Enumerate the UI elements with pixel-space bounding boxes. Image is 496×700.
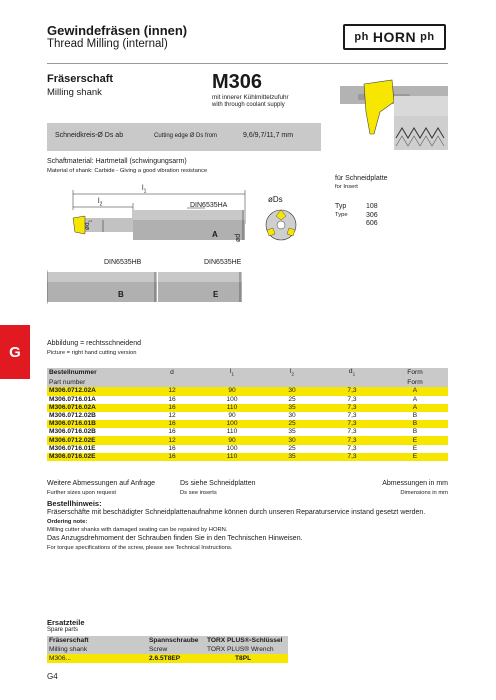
cell-l1: 90 <box>202 412 262 420</box>
note-sizes-de: Weitere Abmessungen auf Anfrage <box>47 480 156 487</box>
th-part-en: Part number <box>47 378 142 387</box>
th-d: d <box>142 368 202 378</box>
spare-wrench: T8PL <box>235 654 252 662</box>
torque-en: For torque specifications of the screw, please see Technical Instructions. <box>47 545 233 551</box>
order-text-en: Milling cutter shanks with damaged seating can be repaired by HORN. <box>47 527 228 533</box>
insert-typ-de: Typ <box>335 203 347 210</box>
spare-parts-table <box>47 636 288 663</box>
spare-screw: 2.6.5T8EP <box>149 654 181 662</box>
illustration-de: Abbildung = rechtsschneidend <box>47 340 141 347</box>
product-desc-de: mit innerer Kühlmittelzufuhr <box>212 94 289 101</box>
material-en: Material of shank: Carbide - Giving a good vibration resistance <box>47 168 208 174</box>
th-d1-text: d <box>348 368 353 375</box>
cell-l2: 35 <box>262 453 322 461</box>
cutting-edge-label-en: Cutting edge Ø Ds from <box>154 133 218 139</box>
dim-d1-sub: 1 <box>87 219 93 223</box>
spare-shank: M306... <box>49 654 71 662</box>
note-sizes-en: Further sizes upon request <box>47 490 116 496</box>
dim-l1-sub: 1 <box>143 188 147 195</box>
form-b-label: B <box>118 290 124 299</box>
horn-logo <box>343 24 446 50</box>
spare-col3-de: TORX PLUS®-Schlüssel <box>207 636 283 644</box>
drawing-form-e <box>158 266 244 306</box>
dim-l1 <box>142 185 146 194</box>
page-title-en: Thread Milling (internal) <box>47 38 168 50</box>
table-header-row <box>47 368 448 378</box>
illustration-en: Picture = right hand cutting version <box>47 350 137 356</box>
th-l1 <box>202 368 262 378</box>
cell-d1: 7,3 <box>322 387 382 395</box>
cell-form: B <box>382 428 448 436</box>
th-l2 <box>262 368 322 378</box>
th-blank-2 <box>202 378 262 387</box>
dim-d: ød <box>235 233 242 242</box>
cell-part: M306.0716.02E <box>47 453 142 461</box>
th-l2-sub: 2 <box>291 371 294 377</box>
end-view-circle <box>264 208 298 242</box>
cell-l2: 35 <box>262 428 322 436</box>
cell-l2: 30 <box>262 412 322 420</box>
insert-label-en: for Insert <box>335 184 358 190</box>
spare-header-row <box>47 636 288 645</box>
dim-d1 <box>84 220 92 230</box>
cell-form: B <box>382 412 448 420</box>
th-form-en: Form <box>382 378 448 387</box>
table-row <box>47 396 448 404</box>
dim-d1-text: ød <box>84 222 91 230</box>
order-title-en: Ordering note: <box>47 519 88 525</box>
insert-typ-en: Type <box>335 212 348 218</box>
cell-l1: 100 <box>202 420 262 428</box>
cell-d: 16 <box>142 404 202 412</box>
table-row <box>47 387 448 395</box>
page-title-de: Gewindefräsen (innen) <box>47 23 188 38</box>
dim-ds: øDs <box>268 195 283 204</box>
cell-d: 16 <box>142 428 202 436</box>
spare-col1-de: Fräserschaft <box>49 636 89 644</box>
form-e-label: E <box>213 290 219 299</box>
cell-d1: 7,3 <box>322 404 382 412</box>
dim-l2-sub: 2 <box>99 201 103 208</box>
cell-l1: 90 <box>202 387 262 395</box>
header-divider <box>47 63 448 64</box>
cell-part: M306.0716.02A <box>47 404 142 412</box>
cell-part: M306.0712.02E <box>47 436 142 444</box>
cell-d: 16 <box>142 445 202 453</box>
cell-l1: 110 <box>202 404 262 412</box>
cell-l1: 110 <box>202 453 262 461</box>
din-ha-label: DIN6535HA <box>190 202 228 209</box>
drawing-form-a <box>47 180 277 250</box>
cell-part: M306.0716.01A <box>47 396 142 404</box>
spare-header-row-en <box>47 645 288 654</box>
cell-form: E <box>382 445 448 453</box>
part-table <box>47 368 448 461</box>
logo-left: ph <box>354 31 369 43</box>
table-row <box>47 436 448 444</box>
section-tab: G <box>0 325 30 379</box>
spare-col2-de: Spannschraube <box>149 636 199 644</box>
cutting-edge-value: 9,6/9,7/11,7 mm <box>243 132 294 139</box>
table-row <box>47 420 448 428</box>
insert-type-3: 606 <box>366 220 378 227</box>
th-l1-text: l <box>230 368 232 375</box>
dim-l1-text: l <box>142 185 144 192</box>
cell-d1: 7,3 <box>322 445 382 453</box>
table-row <box>47 445 448 453</box>
dim-l2 <box>98 198 102 207</box>
th-blank-1 <box>142 378 202 387</box>
page-number: G4 <box>47 672 58 681</box>
product-code: M306 <box>212 71 263 93</box>
drawing-form-b <box>47 266 157 306</box>
th-d1 <box>322 368 382 378</box>
cell-part: M306.0716.01B <box>47 420 142 428</box>
spare-col3-en: TORX PLUS® Wrench <box>207 645 274 653</box>
th-l2-text: l <box>290 368 292 375</box>
cell-part: M306.0712.02A <box>47 387 142 395</box>
thread-milling-illustration <box>340 72 448 168</box>
product-name-en: Milling shank <box>47 87 102 98</box>
cell-l2: 25 <box>262 445 322 453</box>
cell-l2: 30 <box>262 436 322 444</box>
cell-d: 16 <box>142 453 202 461</box>
spare-row <box>47 654 288 663</box>
cell-d: 16 <box>142 420 202 428</box>
th-blank-3 <box>262 378 322 387</box>
din-he-label: DIN6535HE <box>204 259 242 266</box>
cell-d1: 7,3 <box>322 420 382 428</box>
th-form-de: Form <box>382 368 448 378</box>
table-header-row-en <box>47 378 448 387</box>
cell-d: 12 <box>142 436 202 444</box>
cell-d1: 7,3 <box>322 436 382 444</box>
cell-l2: 25 <box>262 396 322 404</box>
cell-l1: 100 <box>202 396 262 404</box>
material-de: Schaftmaterial: Hartmetall (schwingungsarm) <box>47 158 187 165</box>
note-dims-de: Abmessungen in mm <box>382 480 448 487</box>
cell-l2: 30 <box>262 387 322 395</box>
table-row <box>47 453 448 461</box>
insert-label-de: für Schneidplatte <box>335 175 388 182</box>
logo-mid: HORN <box>372 29 417 45</box>
cell-form: B <box>382 420 448 428</box>
th-part-de: Bestellnummer <box>47 368 142 378</box>
cell-d1: 7,3 <box>322 428 382 436</box>
logo-right: ph <box>420 31 435 43</box>
cell-form: A <box>382 387 448 395</box>
th-l1-sub: 1 <box>231 371 234 377</box>
th-blank-4 <box>322 378 382 387</box>
cell-d: 16 <box>142 396 202 404</box>
table-row <box>47 404 448 412</box>
cell-l1: 100 <box>202 445 262 453</box>
cutting-edge-band <box>47 123 321 151</box>
cell-l2: 35 <box>262 404 322 412</box>
cell-d: 12 <box>142 387 202 395</box>
cell-form: E <box>382 436 448 444</box>
cell-part: M306.0716.02B <box>47 428 142 436</box>
table-row <box>47 412 448 420</box>
cell-l1: 90 <box>202 436 262 444</box>
order-text-de: Fräserschäfte mit beschädigter Schneidplattenaufnahme können durch unseren Reparaturservice instand gesetzt werden. <box>47 509 426 516</box>
product-name-de: Fräserschaft <box>47 73 114 85</box>
spare-title-de: Ersatzteile <box>47 618 85 627</box>
cell-d1: 7,3 <box>322 453 382 461</box>
cell-form: A <box>382 396 448 404</box>
cell-l2: 25 <box>262 420 322 428</box>
order-title-de: Bestellhinweis: <box>47 499 102 508</box>
spare-col1-en: Milling shank <box>49 645 88 653</box>
note-inserts-en: Ds see inserts <box>180 490 217 496</box>
cell-l1: 110 <box>202 428 262 436</box>
insert-type-2: 306 <box>366 212 378 219</box>
table-row <box>47 428 448 436</box>
cell-d1: 7,3 <box>322 412 382 420</box>
cell-d: 12 <box>142 412 202 420</box>
cutting-edge-label-de: Schneidkreis-Ø Ds ab <box>55 132 124 139</box>
cell-form: A <box>382 404 448 412</box>
dim-l2-text: l <box>98 198 100 205</box>
spare-title-en: Spare parts <box>47 627 79 633</box>
note-inserts-de: Ds siehe Schneidplatten <box>180 480 256 487</box>
cell-d1: 7,3 <box>322 396 382 404</box>
spare-col2-en: Screw <box>149 645 168 653</box>
product-photo <box>340 72 448 168</box>
insert-type-1: 108 <box>366 203 378 210</box>
form-a-label: A <box>212 230 218 239</box>
cell-part: M306.0712.02B <box>47 412 142 420</box>
din-hb-label: DIN6535HB <box>104 259 142 266</box>
product-desc-en: with through coolant supply <box>212 102 285 108</box>
cell-part: M306.0716.01E <box>47 445 142 453</box>
th-d1-sub: 1 <box>352 371 356 377</box>
torque-de: Das Anzugsdrehmoment der Schrauben finden Sie in den Technischen Hinweisen. <box>47 535 303 542</box>
note-dims-en: Dimensions in mm <box>400 490 448 496</box>
cell-form: E <box>382 453 448 461</box>
